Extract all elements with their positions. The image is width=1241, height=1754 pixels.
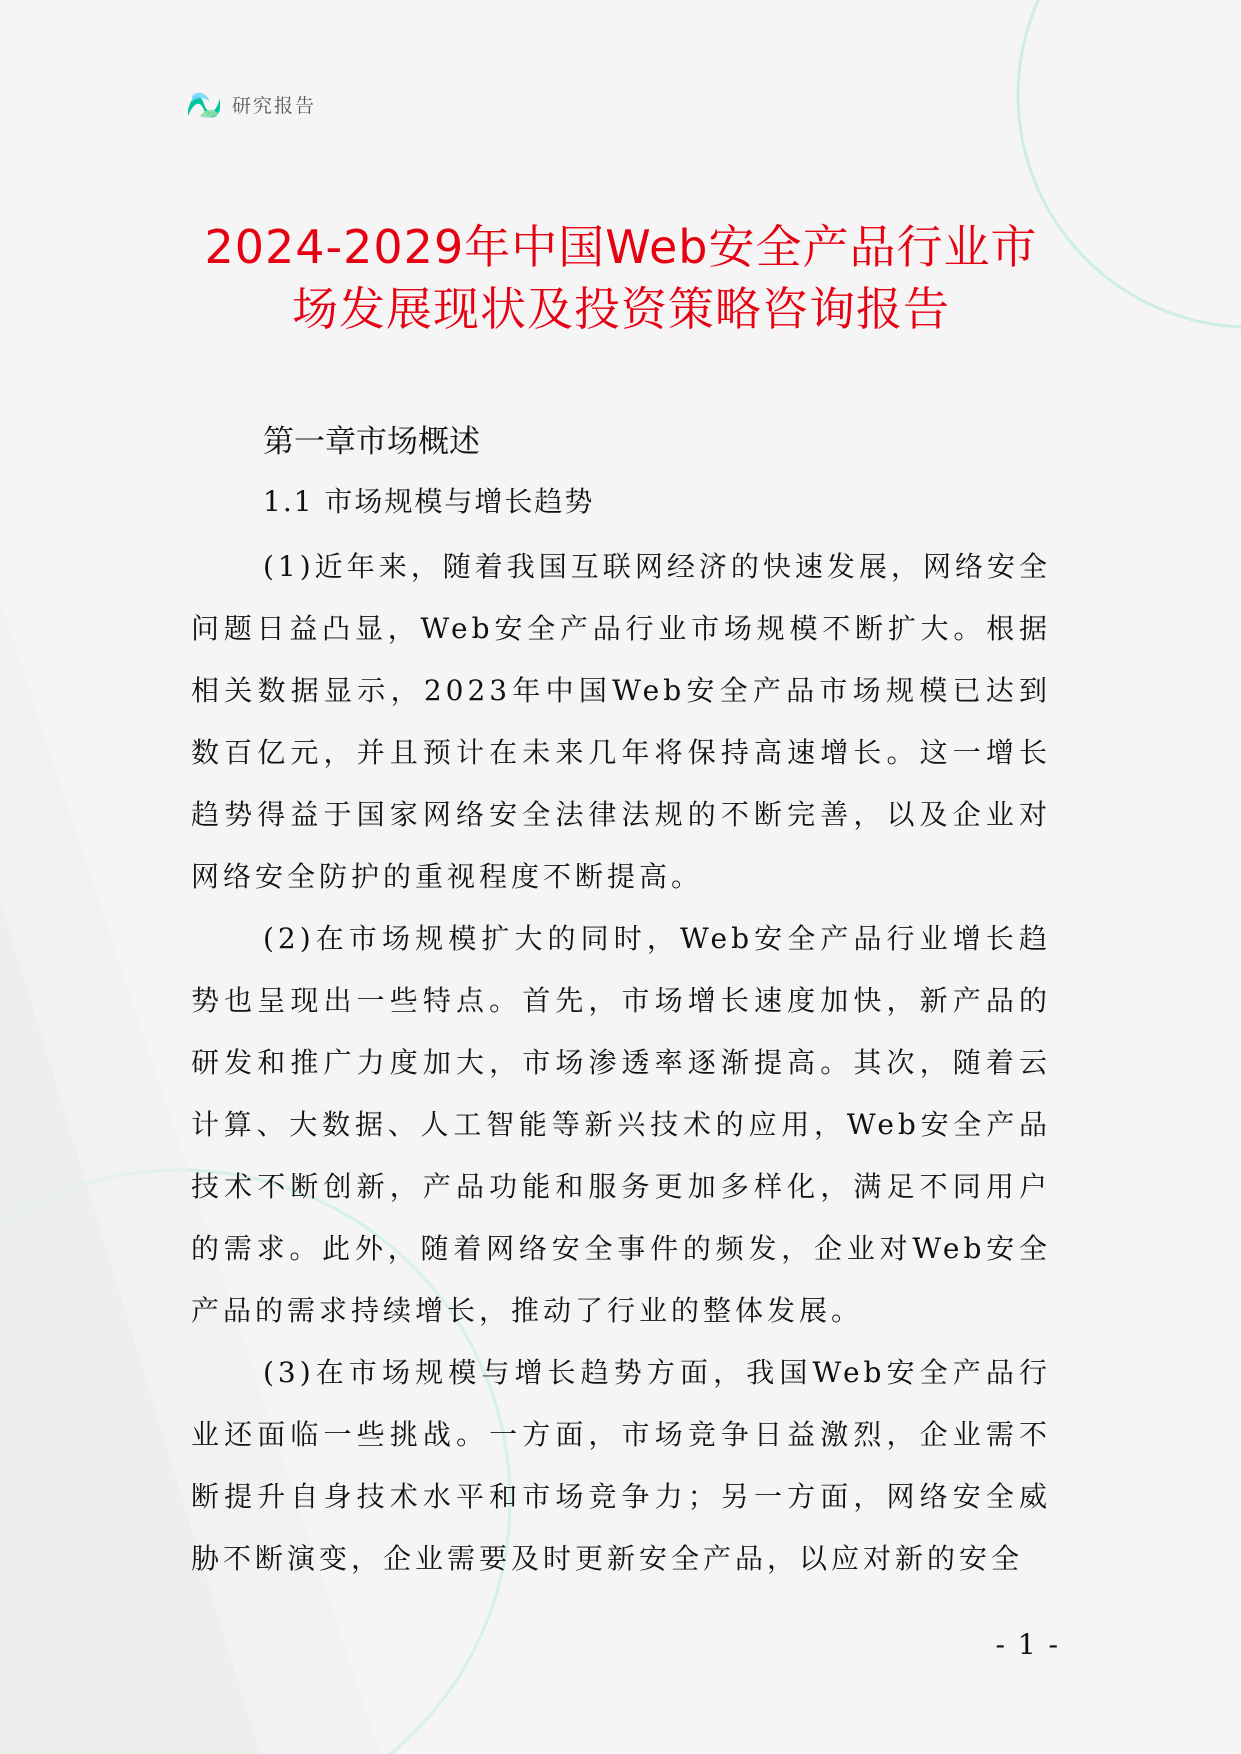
paragraph: (2)在市场规模扩大的同时，Web安全产品行业增长趋势也呈现出一些特点。首先，市场增长速度加快，新产品的研发和推广力度加大，市场渗透率逐渐提高。其次，随着云计算、大数据、人工智能等新兴技术的应用，Web安全产品技术不断创新，产品功能和服务更加多样化，满足不同用户的需求。此外，随着网络安全事件的频发，企业对Web安全产品的需求持续增长，推动了行业的整体发展。 <box>191 922 1051 1327</box>
brand-logo-icon <box>186 88 222 120</box>
report-header <box>186 88 316 120</box>
page-number: - 1 - <box>995 1628 1060 1661</box>
section-heading: 1.1 市场规模与增长趋势 <box>263 485 595 518</box>
paragraph: (1)近年来，随着我国互联网经济的快速发展，网络安全问题日益凸显，Web安全产品行业市场规模不断扩大。根据相关数据显示，2023年中国Web安全产品市场规模已达到数百亿元，并且预计在未来几年将保持高速增长。这一增长趋势得益于国家网络安全法律法规的不断完善，以及企业对网络安全防护的重视程度不断提高。 <box>191 550 1051 893</box>
header-label: 研究报告 <box>232 94 317 117</box>
report-body <box>191 414 1051 1590</box>
report-title: 2024-2029年中国Web安全产品行业市场发展现状及投资策略咨询报告 <box>204 220 1038 336</box>
chapter-heading: 第一章市场概述 <box>263 424 480 460</box>
paragraph: (3)在市场规模与增长趋势方面，我国Web安全产品行业还面临一些挑战。一方面，市场竞争日益激烈，企业需不断提升自身技术水平和市场竞争力；另一方面，网络安全威胁不断演变，企业需要及时更新安全产品，以应对新的安全 <box>191 1356 1051 1575</box>
